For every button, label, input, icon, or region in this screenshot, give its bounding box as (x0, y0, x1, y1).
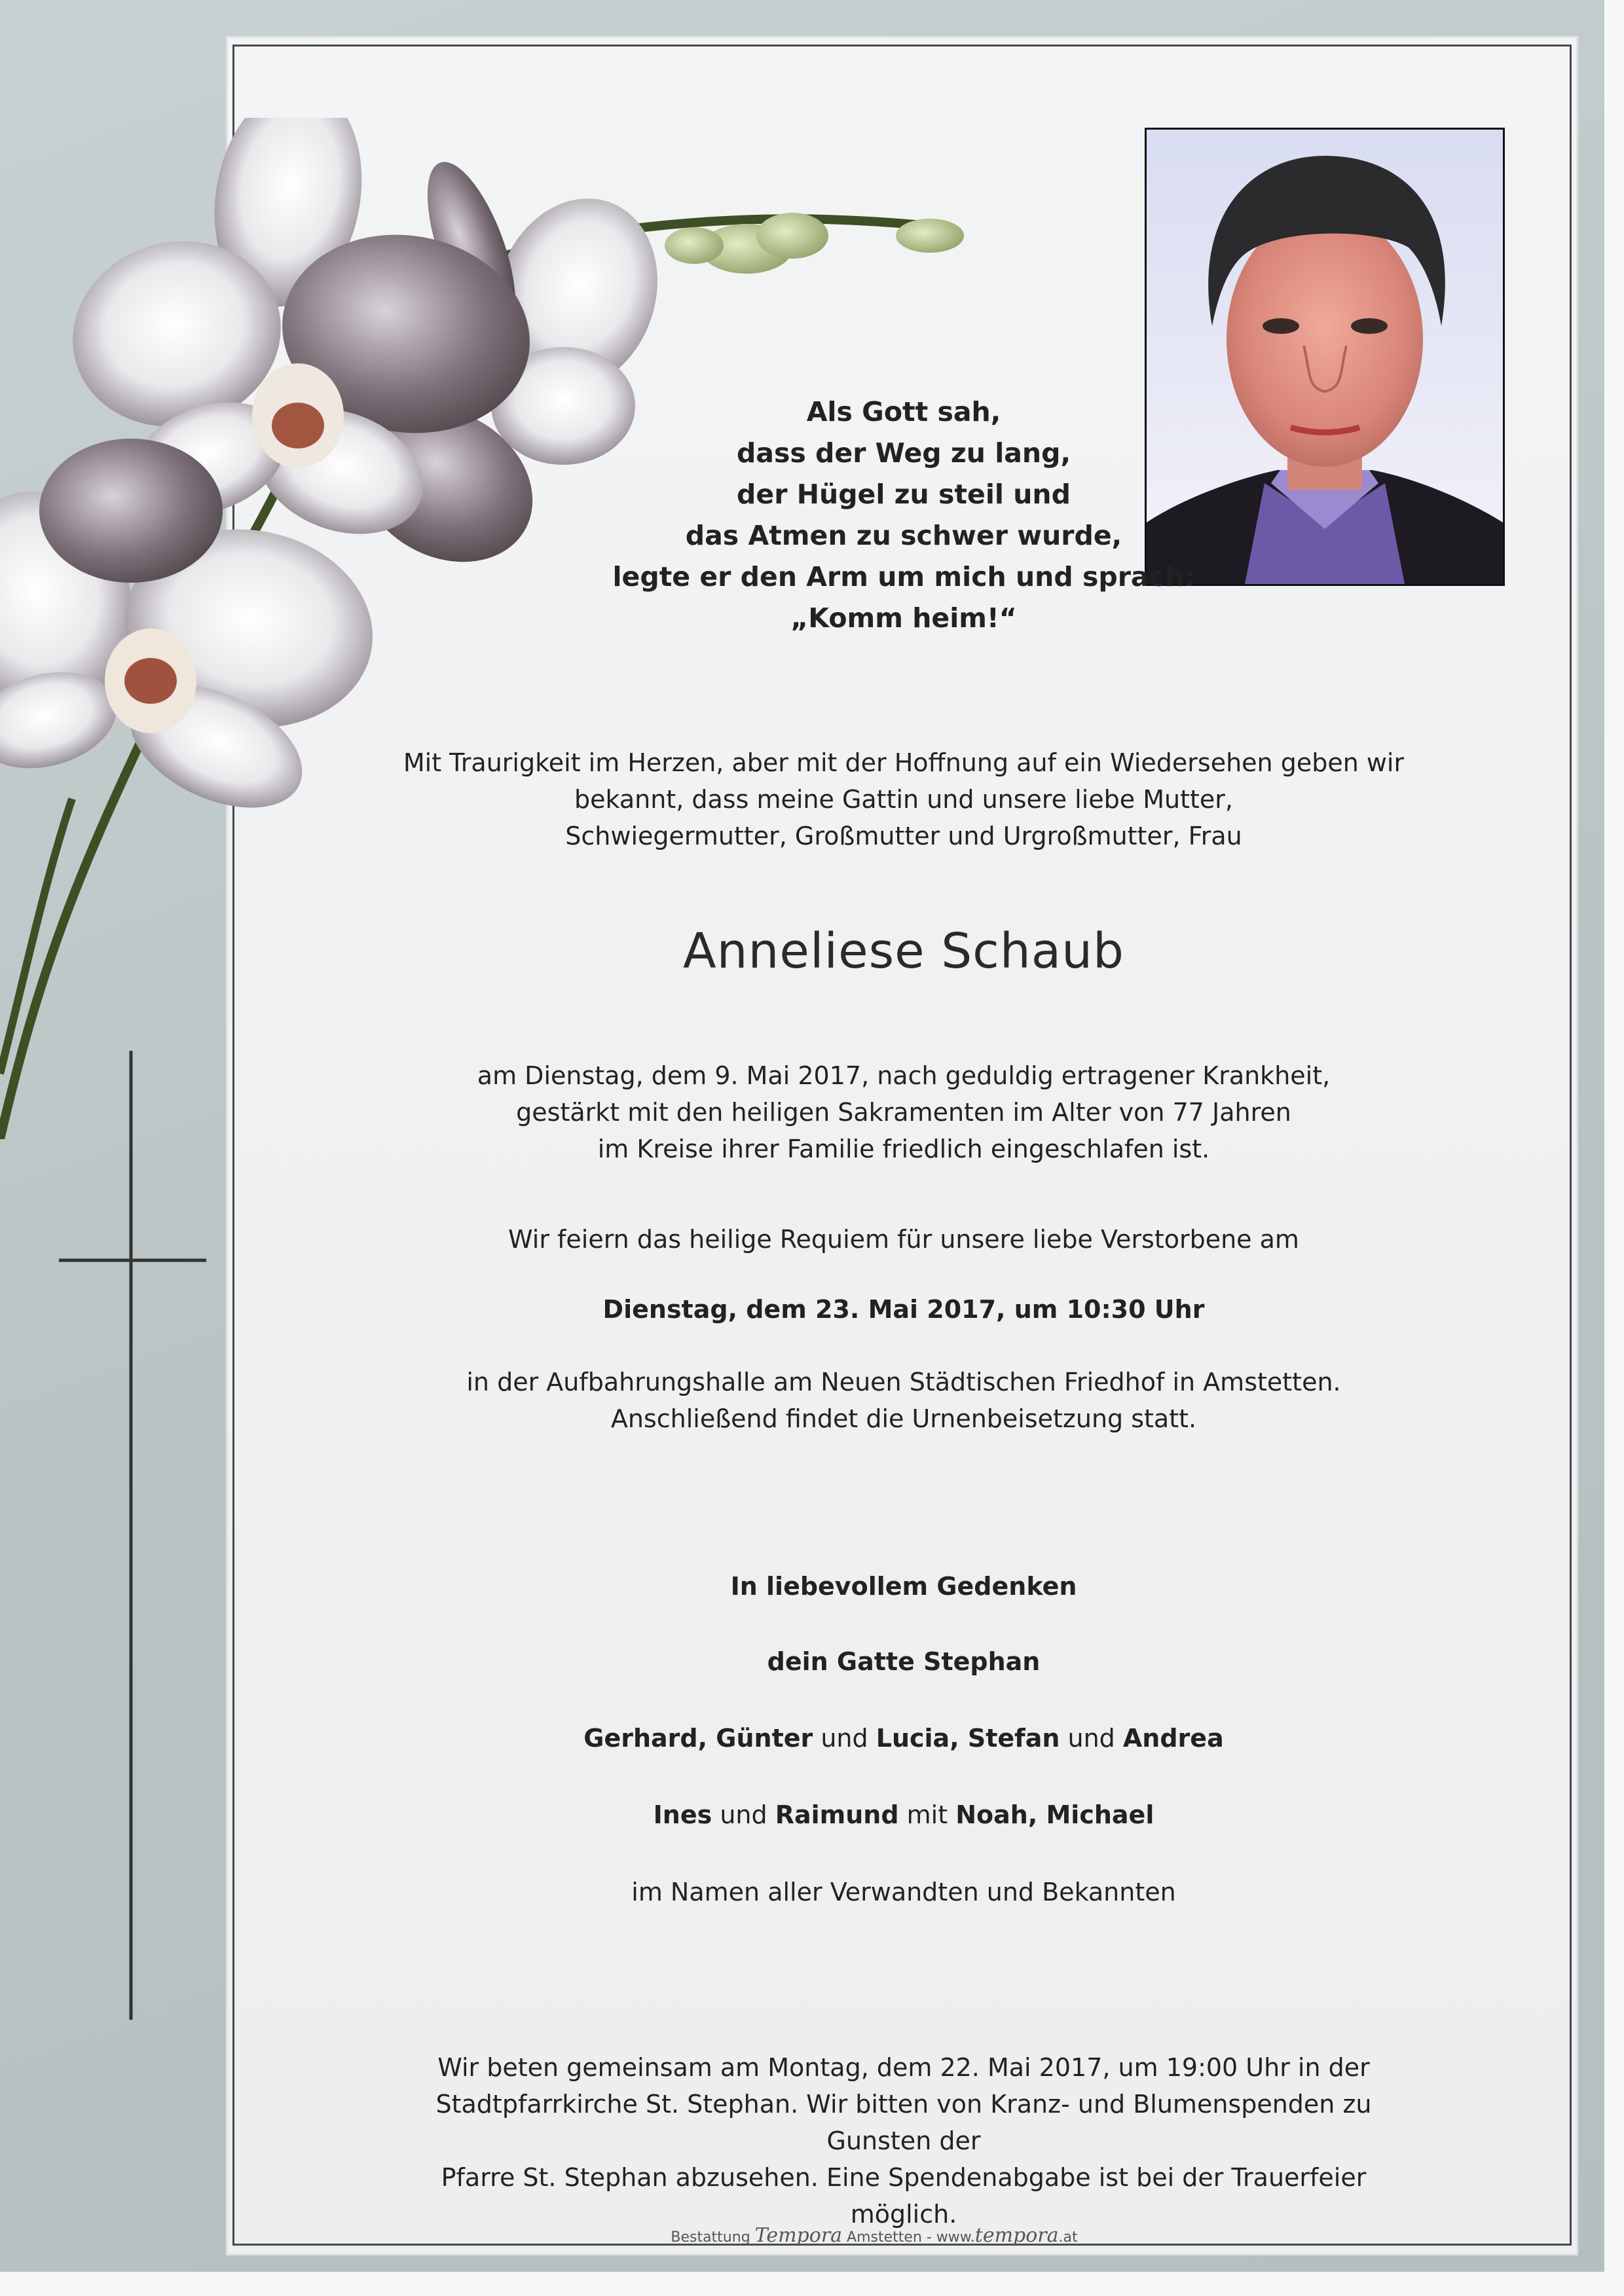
connector: und (1067, 1724, 1115, 1753)
death-notice-line: am Dienstag, dem 9. Mai 2017, nach geduldig ertragener Krankheit, (477, 1061, 1331, 1090)
requiem-location-line: in der Aufbahrungshalle am Neuen Städtischen Friedhof in Amstetten. (466, 1368, 1341, 1396)
death-notice-line: im Kreise ihrer Familie friedlich eingeschlafen ist. (597, 1135, 1210, 1163)
death-notice (393, 1057, 1414, 1167)
requiem-location-line: Anschließend findet die Urnenbeisetzung statt. (610, 1404, 1197, 1433)
prayer-text (393, 2049, 1414, 2232)
connector: mit (906, 1800, 948, 1829)
cross-icon (56, 1051, 213, 2020)
prayer-line: Pfarre St. Stephan abzusehen. Eine Spendenabgabe ist bei der Trauerfeier möglich. (441, 2163, 1367, 2229)
intro-text (393, 744, 1414, 854)
intro-line: bekannt, dass meine Gattin und unsere liebe Mutter, (574, 785, 1233, 814)
poem-line: „Komm heim!“ (790, 602, 1017, 634)
prayer-line: Stadtpfarrkirche St. Stephan. Wir bitten von Kranz- und Blumenspenden zu Gunsten der (435, 2090, 1372, 2155)
mourner-names: Noah, Michael (955, 1800, 1154, 1829)
mourners-line-grandchildren (393, 1796, 1414, 1833)
intro-line: Schwiegermutter, Großmutter und Urgroßmutter, Frau (565, 822, 1242, 850)
poem-line: Als Gott sah, (806, 396, 1001, 428)
poem-line: legte er den Arm um mich und sprach: (612, 561, 1195, 592)
intro-line: Mit Traurigkeit im Herzen, aber mit der Hoffnung auf ein Wiedersehen geben wir (403, 748, 1405, 777)
connector: und (821, 1724, 868, 1753)
footer-brand: Tempora (754, 2224, 843, 2247)
mourner-names: Ines (653, 1800, 712, 1829)
mourner-names: Gerhard, Günter (583, 1724, 813, 1753)
footer-site: tempora (974, 2224, 1059, 2247)
mourners-closing: im Namen aller Verwandten und Bekannten (631, 1878, 1176, 1906)
mourners-line-children (393, 1720, 1414, 1757)
poem-line: der Hügel zu steil und (737, 479, 1071, 510)
prayer-line: Wir beten gemeinsam am Montag, dem 22. Mai 2017, um 19:00 Uhr in der (437, 2053, 1370, 2082)
poem-line: das Atmen zu schwer wurde, (685, 520, 1122, 551)
footer-prefix: Bestattung (671, 2229, 750, 2246)
requiem-location (393, 1364, 1414, 1437)
death-notice-line: gestärkt mit den heiligen Sakramenten im Alter von 77 Jahren (516, 1098, 1291, 1127)
poem (393, 392, 1414, 639)
requiem-intro: Wir feiern das heilige Requiem für unsere liebe Verstorbene am (508, 1225, 1299, 1254)
requiem-date: Dienstag, dem 23. Mai 2017, um 10:30 Uhr (602, 1295, 1205, 1324)
mourner-names: Lucia, Stefan (876, 1724, 1060, 1753)
connector: und (720, 1800, 767, 1829)
mourners-heading: In liebevollem Gedenken (730, 1572, 1077, 1601)
deceased-name: Anneliese Schaub (683, 923, 1124, 979)
footer-suffix: Amstetten - www. (847, 2229, 975, 2246)
mourners-spouse: dein Gatte Stephan (767, 1647, 1041, 1676)
footer-credit (629, 2224, 1120, 2247)
footer-tld: .at (1058, 2229, 1078, 2246)
poem-line: dass der Weg zu lang, (736, 437, 1071, 469)
mourner-names: Andrea (1122, 1724, 1224, 1753)
mourner-names: Raimund (775, 1800, 899, 1829)
